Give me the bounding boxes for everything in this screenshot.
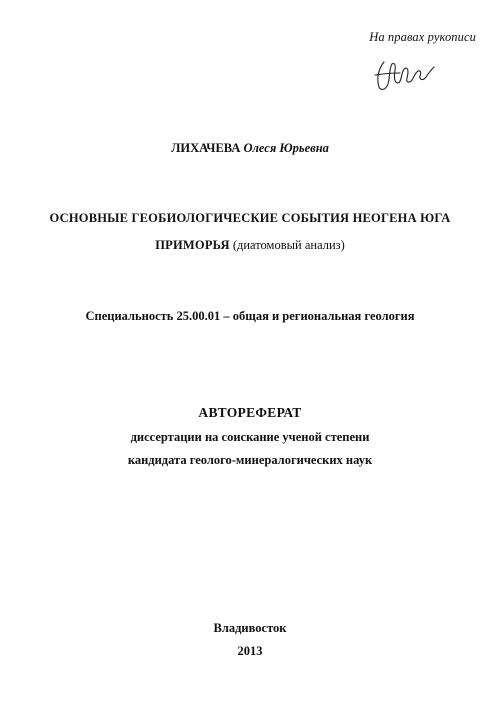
degree-purpose-line2: кандидата геолого-минералогических наук bbox=[127, 453, 373, 467]
document-type: АВТОРЕФЕРАТ bbox=[198, 405, 302, 420]
year: 2013 bbox=[237, 644, 263, 658]
dissertation-title-subtitle: (диатомовый анализ) bbox=[232, 238, 345, 252]
author-signature bbox=[370, 56, 440, 94]
degree-purpose-line1: диссертации на соискание ученой степени bbox=[130, 430, 370, 444]
author-surname: ЛИХАЧЕВА bbox=[171, 141, 241, 155]
dissertation-title-line2 bbox=[0, 238, 500, 253]
dissertation-title-main: ПРИМОРЬЯ bbox=[155, 238, 230, 252]
manuscript-note: На правах рукописи bbox=[369, 30, 476, 44]
dissertation-title-line1: ОСНОВНЫЕ ГЕОБИОЛОГИЧЕСКИЕ СОБЫТИЯ НЕОГЕНА ЮГА bbox=[49, 211, 451, 225]
specialty-line: Специальность 25.00.01 – общая и региональная геология bbox=[85, 309, 415, 323]
author-name bbox=[0, 141, 500, 156]
author-given-names: Олеся Юрьевна bbox=[243, 141, 329, 155]
city: Владивосток bbox=[213, 621, 287, 635]
